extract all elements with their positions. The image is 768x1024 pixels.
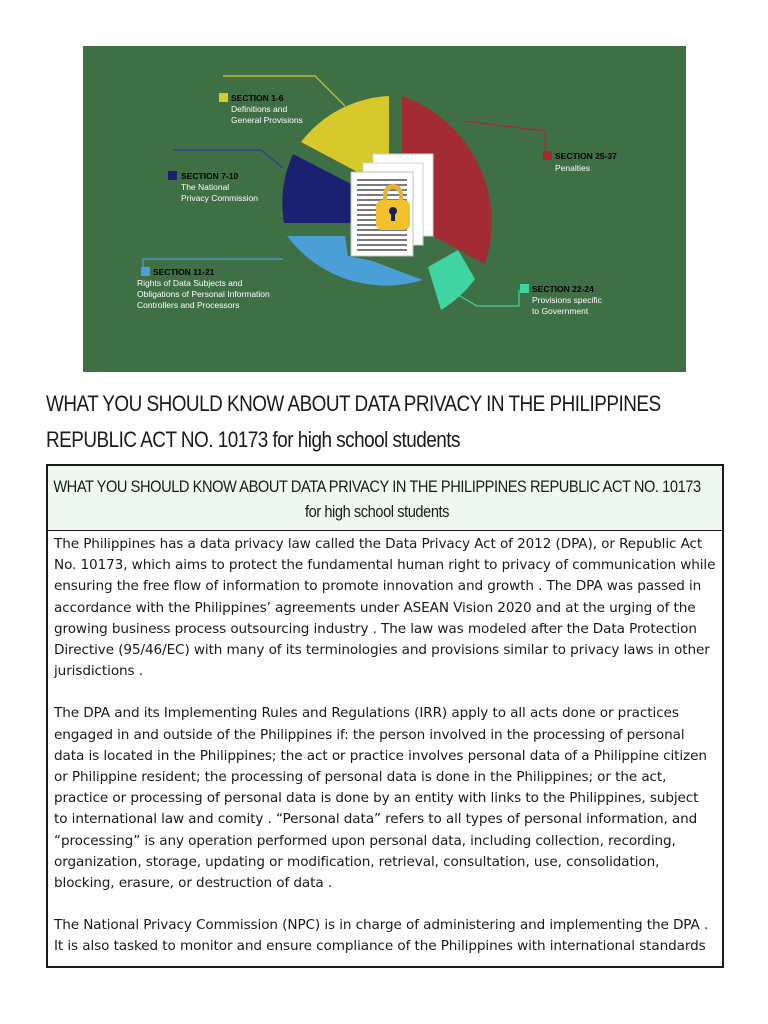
section-22-24-label: SECTION 22-24 — [532, 284, 594, 294]
legend-marker-section-25-37 — [543, 151, 552, 160]
section-22-24-desc-2: to Government — [532, 306, 589, 316]
paragraph-npc: The National Privacy Commission (NPC) is in charge of administering and implementing the DPA . It is also tasked to monitor and ensure compliance of the Philippines with international standards — [54, 917, 709, 955]
section-1-6-desc-1: Definitions and — [231, 104, 288, 114]
content-table — [46, 464, 724, 968]
legend-marker-section-11-21 — [141, 267, 150, 276]
section-11-21-desc-2: Obligations of Personal Information — [137, 289, 270, 299]
page-title: WHAT YOU SHOULD KNOW ABOUT DATA PRIVACY IN THE PHILIPPINES REPUBLIC ACT NO. 10173 for high school students — [46, 391, 661, 452]
section-11-21-desc-3: Controllers and Processors — [137, 300, 240, 310]
table-body — [48, 531, 722, 958]
paragraph-scope: The DPA and its Implementing Rules and Regulations (IRR) apply to all acts done or practices engaged in and outside of the Philippines if: the person involved in the processing of personal data is located in the Philippines; the act or practice involves personal data of a Philippine citizen or Philippine resident; the processing of personal data is done in the Philippines; or the act, practice or processing of personal data is done by an entity with links to the Philippines, subject to international law and comity . “Personal data” refers to all types of personal information, and “processing” is any operation performed upon personal data, including collection, recording, organization, storage, updating or modification, retrieval, consultation, use, consolidation, blocking, erasure, or destruction of data . — [54, 705, 707, 892]
legend-marker-section-1-6 — [219, 93, 228, 102]
section-25-37-desc-1: Penalties — [555, 163, 590, 173]
section-11-21-desc-1: Rights of Data Subjects and — [137, 278, 243, 288]
section-7-10-label: SECTION 7-10 — [181, 171, 239, 181]
infographic-figure — [83, 46, 686, 372]
wedge-section-7-10 — [282, 154, 351, 223]
section-11-21-label: SECTION 11-21 — [153, 267, 215, 277]
section-7-10-desc-1: The National — [181, 182, 230, 192]
legend-marker-section-22-24 — [520, 284, 529, 293]
section-22-24-desc-1: Provisions specific — [532, 295, 602, 305]
section-25-37-label: SECTION 25-37 — [555, 151, 617, 161]
legend-marker-section-7-10 — [168, 171, 177, 180]
document-lock-icon — [351, 154, 433, 256]
section-1-6-desc-2: General Provisions — [231, 115, 303, 125]
pie-graphic — [83, 46, 686, 372]
section-1-6-label: SECTION 1-6 — [231, 93, 284, 103]
table-header-text: WHAT YOU SHOULD KNOW ABOUT DATA PRIVACY IN THE PHILIPPINES REPUBLIC ACT NO. 10173 for high school students — [53, 477, 701, 521]
section-7-10-desc-2: Privacy Commission — [181, 193, 258, 203]
table-header — [48, 466, 722, 531]
paragraph-intro: The Philippines has a data privacy law called the Data Privacy Act of 2012 (DPA), or Republic Act No. 10173, which aims to protect the fundamental human right to privacy of communication while ensuring the free flow of information to promote innovation and growth . The DPA was passed in accordance with the Philippines’ agreements under ASEAN Vision 2020 and at the urging of the growing business process outsourcing industry . The law was modeled after the Data Protection Directive (95/46/EC) with many of its terminologies and provisions similar to privacy laws in other jurisdictions . — [54, 536, 716, 680]
